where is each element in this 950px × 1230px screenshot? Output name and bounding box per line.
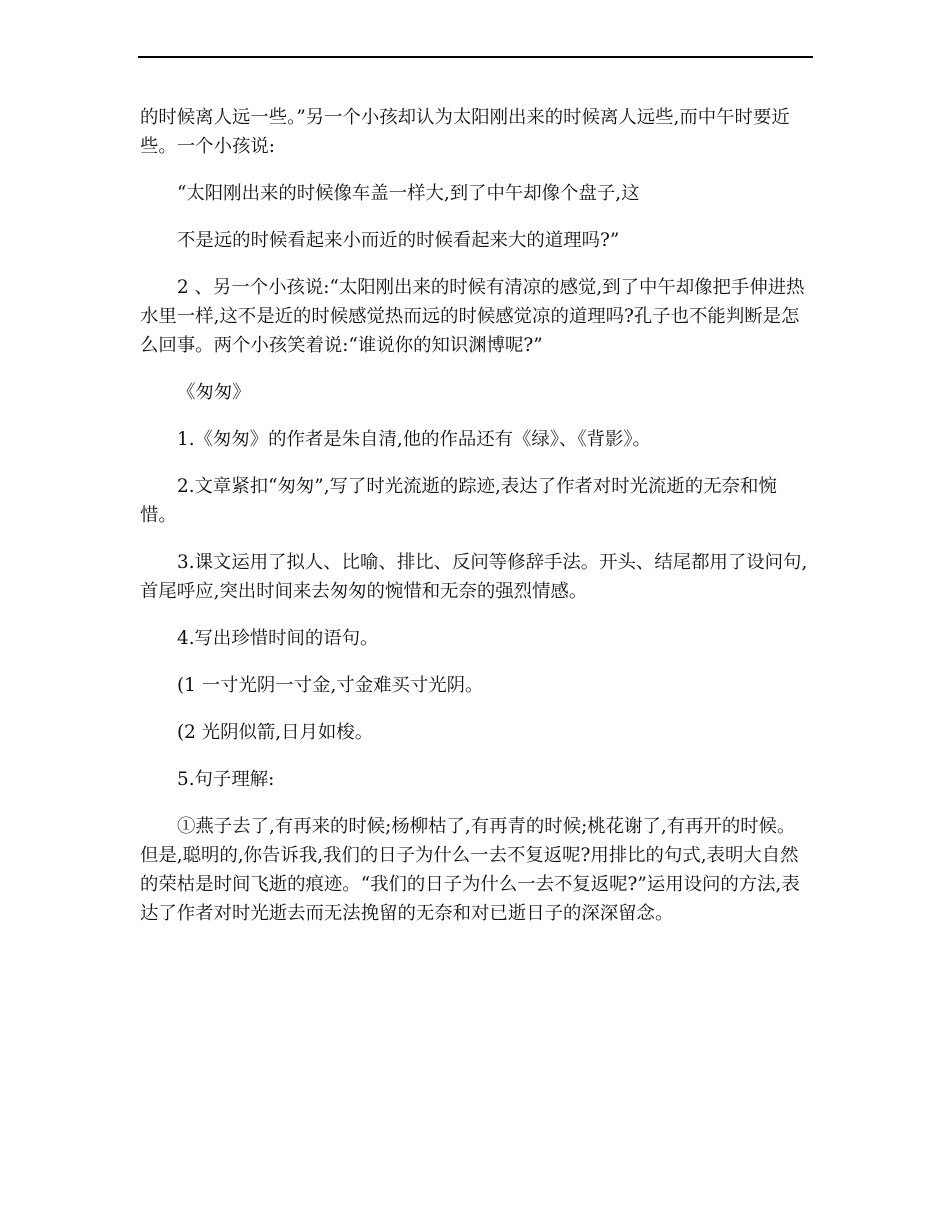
paragraph: 不是远的时候看起来小而近的时候看起来大的道理吗?” xyxy=(177,230,620,251)
list-item: (2 光阴似箭,日月如梭。 xyxy=(177,722,374,743)
paragraph: 2.文章紧扣“匆匆”,写了时光流逝的踪迹,表达了作者对时光流逝的无奈和惋惜。 xyxy=(140,476,777,526)
paragraph: 2 、另一个小孩说:“太阳刚出来的时候有清凉的感觉,到了中午却像把手伸进热水里一样,这不是近的时候感觉热而远的时候感觉凉的道理吗?孔子也不能判断是怎么回事。两个小孩笑着说:“谁说你的知识渊博呢?” xyxy=(140,277,805,356)
paragraph: “太阳刚出来的时候像车盖一样大,到了中午却像个盘子,这 xyxy=(177,183,640,204)
section-heading: 《匆匆》 xyxy=(177,382,251,403)
paragraph: 5.句子理解: xyxy=(177,769,275,790)
paragraph: 4.写出珍惜时间的语句。 xyxy=(177,628,379,649)
document-body xyxy=(140,103,812,946)
header-rule xyxy=(138,56,813,58)
paragraph: 3.课文运用了拟人、比喻、排比、反问等修辞手法。开头、结尾都用了设问句,首尾呼应,突出时间来去匆匆的惋惜和无奈的强烈情感。 xyxy=(140,552,808,602)
paragraph: 的时候离人远一些。”另一个小孩却认为太阳刚出来的时候离人远些,而中午时要近些。一个小孩说: xyxy=(140,107,790,157)
paragraph: ①燕子去了,有再来的时候;杨柳枯了,有再青的时候;桃花谢了,有再开的时候。但是,聪明的,你告诉我,我们的日子为什么一去不复返呢?用排比的句式,表明大自然的荣枯是时间飞逝的痕迹。“我们的日子为什么一去不复返呢?”运用设问的方法,表达了作者对时光逝去而无法挽留的无奈和对已逝日子的深深留念。 xyxy=(140,816,800,924)
paragraph: 1.《匆匆》的作者是朱自清,他的作品还有《绿》、《背影》。 xyxy=(177,429,651,450)
list-item: (1 一寸光阴一寸金,寸金难买寸光阴。 xyxy=(177,675,484,696)
